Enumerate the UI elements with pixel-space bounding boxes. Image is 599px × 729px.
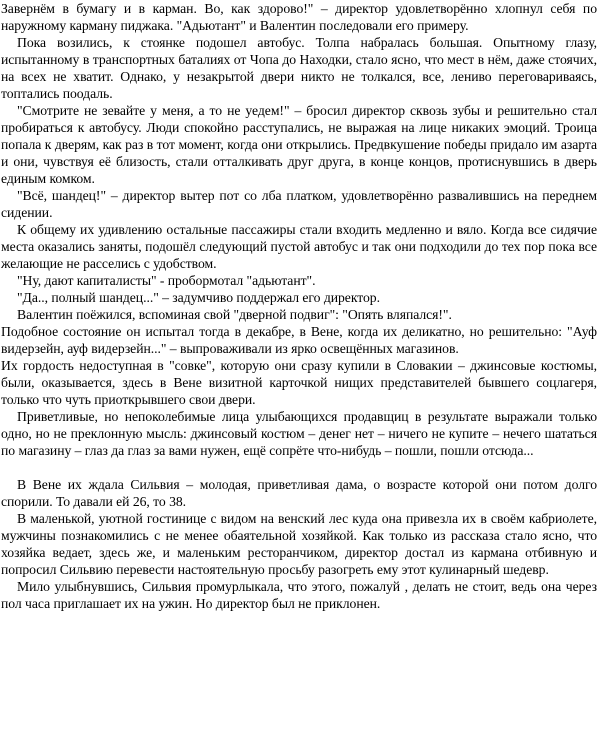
paragraph-6: "Ну, дают капиталисты" - пробормотал "адьютант". [17, 273, 316, 288]
paragraph-13: В маленькой, уютной гостинице с видом на венский лес куда она привезла их в своём кабриолете, мужчины познакомились с не менее обаятельной хозяйкой. Как только из рассказа стало ясно, что хозяйка ведает, здесь же, и маленьким ресторанчиком, директор достал из кармана отбивную и попросил Сильвию перевести настоятельную просьбу разогреть ему этот кулинарный шедевр. [1, 511, 597, 577]
paragraph-12: В Вене их ждала Сильвия – молодая, приветливая дама, о возрасте которой они потом долго спорили. То давали ей 26, то 38. [1, 477, 597, 509]
paragraph-14: Мило улыбнувшись, Сильвия промурлыкала, что этого, пожалуй , делать не стоит, ведь она через пол часа приглашает их на ужин. Но директор был не приклонен. [1, 579, 597, 611]
paragraph-7: "Да.., полный шандец..." – задумчиво поддержал его директор. [17, 290, 380, 305]
paragraph-9: Подобное состояние он испытал тогда в декабре, в Вене, когда их деликатно, но решительно: "Ауф видерзейн, ауф видерзейн..." – выпроваживали из ярко освещённых магазинов. [1, 324, 597, 356]
paragraph-2: Пока возились, к стоянке подошел автобус. Толпа набралась большая. Опытному глазу, испытанному в транспортных баталиях от Чопа до Находки, стало ясно, что мест в нём, даже стоячих, на всех не хватит. Однако, у незакрытой двери никто не толкался, все, лениво переговариваясь, топтались поодаль. [1, 35, 597, 101]
paragraph-10: Их гордость недоступная в "совке", которую они сразу купили в Словакии – джинсовые костюмы, были, оказывается, здесь в Вене визитной карточкой нищих представителей бывшего соцлагеря, только что чуть приоткрывшего свои двери. [1, 358, 597, 407]
blank-line [1, 459, 597, 476]
paragraph-8: Валентин поёжился, вспоминая свой "дверной подвиг": "Опять вляпался!". [17, 307, 452, 322]
paragraph-4: "Всё, шандец!" – директор вытер пот со лба платком, удовлетворённо развалившись на переднем сидении. [1, 188, 597, 220]
paragraph-1: Завернём в бумагу и в карман. Во, как здорово!" – директор удовлетворённо хлопнул себя по наружному карману пиджака. "Адьютант" и Валентин последовали его примеру. [1, 1, 597, 33]
paragraph-11: Приветливые, но непоколебимые лица улыбающихся продавщиц в результате выражали только одно, но не преклонную мысль: джинсовый костюм – денег нет – ничего не купите – нечего шататься по магазину – глаз да глаз за вами нужен, ещё сопрёте что-нибудь – пошли, пошли отсюда... [1, 409, 597, 458]
paragraph-5: К общему их удивлению остальные пассажиры стали входить медленно и вяло. Когда все сидячие места оказались заняты, подошёл следующий пустой автобус и так они подходили до тех пор пока все желающие не расселись с удобством. [1, 222, 597, 271]
paragraph-3: "Смотрите не зевайте у меня, а то не уедем!" – бросил директор сквозь зубы и решительно стал пробираться к автобусу. Люди спокойно расступались, не выражая на лице никаких эмоций. Троица попала к дверям, как раз в тот момент, когда они открылись. Предвкушение победы придало им азарта и они, чувствуя её близость, стали отталкивать друг друга, в конце концов, протиснувшись в дверь единым комком. [1, 103, 597, 186]
